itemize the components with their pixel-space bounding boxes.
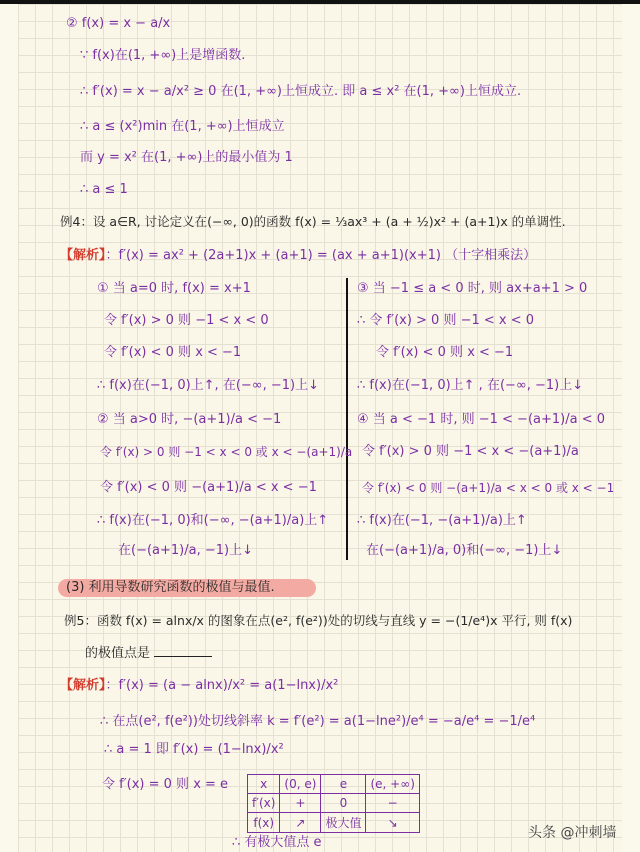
note-line: 而 y = x² 在(1, +∞)上的最小值为 1 — [80, 150, 293, 165]
table-cell: ↘ — [366, 813, 419, 833]
table-cell: 极大值 — [321, 813, 366, 833]
right-case-line: ③ 当 −1 ≤ a < 0 时, 则 ax+a+1 > 0 — [357, 281, 588, 296]
note-line: ∴ f′(x) = x − a/x² ≥ 0 在(1, +∞)上恒成立. 即 a ≤ x² 在(1, +∞)上恒成立. — [80, 84, 522, 99]
analysis-label: 【解析】 — [60, 678, 106, 693]
sign-table — [247, 774, 420, 833]
example5-question: 例5：函数 f(x) = alnx/x 的图象在点(e², f(e²))处的切线与直线 y = −(1/e⁴)x 平行, 则 f(x) — [64, 613, 573, 628]
table-cell: (0, e) — [280, 775, 321, 794]
analysis-text: ：f′(x) = ax² + (2a+1)x + (a+1) = (ax + a+1)(x+1) （十字相乘法） — [105, 248, 537, 263]
note-line: ∴ a ≤ 1 — [80, 182, 128, 197]
right-case-line: ∴ 令 f′(x) > 0 则 −1 < x < 0 — [357, 313, 535, 328]
left-case-line: ∴ f(x)在(−1, 0)上↑, 在(−∞, −1)上↓ — [97, 378, 320, 393]
note-line: ∴ 在点(e², f(e²))处切线斜率 k = f′(e²) = a(1−lne²)/e⁴ = −a/e⁴ = −1/e⁴ — [100, 714, 536, 729]
table-cell: 0 — [321, 794, 366, 813]
left-case-line: 在(−(a+1)/a, −1)上↓ — [118, 543, 253, 558]
right-case-line: 令 f′(x) < 0 则 x < −1 — [376, 345, 514, 360]
left-case-line: 令 f′(x) > 0 则 −1 < x < 0 — [104, 313, 269, 328]
right-case-line: ∴ f(x)在(−1, 0)上↑ , 在(−∞, −1)上↓ — [357, 378, 584, 393]
example4-analysis — [60, 247, 536, 265]
watermark: 头条 @冲刺墙 — [528, 825, 617, 841]
column-divider — [346, 278, 348, 560]
example4-question: 例4：设 a∈R, 讨论定义在(−∞, 0)的函数 f(x) = ⅓ax³ + (a + ½)x² + (a+1)x 的单调性. — [60, 214, 566, 229]
left-case-line: ① 当 a=0 时, f(x) = x+1 — [97, 281, 251, 296]
table-cell: f′(x) — [248, 794, 280, 813]
table-cell: − — [366, 794, 419, 813]
note-line: ② f(x) = x − a/x — [66, 16, 171, 31]
table-row — [248, 775, 420, 794]
table-row — [248, 794, 420, 813]
right-case-line: ④ 当 a < −1 时, 则 −1 < −(a+1)/a < 0 — [357, 412, 605, 427]
conclusion: ∴ 有极大值点 e — [232, 835, 322, 850]
right-case-line: 令 f′(x) > 0 则 −1 < x < −(a+1)/a — [362, 444, 579, 459]
left-case-line: ② 当 a>0 时, −(a+1)/a < −1 — [97, 412, 282, 427]
left-case-line: 令 f′(x) < 0 则 x < −1 — [104, 345, 242, 360]
right-case-line: ∴ f(x)在(−1, −(a+1)/a)上↑ — [357, 513, 527, 528]
table-cell: e — [321, 775, 366, 794]
table-cell: ↗ — [280, 813, 321, 833]
table-cell: + — [280, 794, 321, 813]
table-row — [248, 813, 420, 833]
left-case-line: 令 f′(x) < 0 则 −(a+1)/a < x < −1 — [100, 480, 317, 495]
answer-blank — [154, 644, 212, 657]
left-case-line: ∴ f(x)在(−1, 0)和(−∞, −(a+1)/a)上↑ — [97, 513, 329, 528]
note-line: ∴ a ≤ (x²)min 在(1, +∞)上恒成立 — [80, 119, 285, 134]
analysis-label: 【解析】 — [60, 248, 106, 263]
example5-analysis — [60, 677, 338, 695]
note-line: ∵ f(x)在(1, +∞)上是增函数. — [80, 48, 246, 63]
table-cell: (e, +∞) — [366, 775, 419, 794]
analysis-text: ：f′(x) = (a − alnx)/x² = a(1−lnx)/x² — [105, 678, 339, 693]
right-case-line: 令 f′(x) < 0 则 −(a+1)/a < x < 0 或 x < −1 — [362, 481, 615, 495]
table-cell: x — [248, 775, 280, 794]
note-line: ∴ a = 1 即 f′(x) = (1−lnx)/x² — [104, 742, 284, 757]
question-cont-text: 的极值点是 — [85, 646, 151, 661]
example5-question-cont — [85, 644, 212, 663]
table-cell: f(x) — [248, 813, 280, 833]
right-case-line: 在(−(a+1)/a, 0)和(−∞, −1)上↓ — [366, 543, 563, 558]
left-case-line: 令 f′(x) > 0 则 −1 < x < 0 或 x < −(a+1)/a — [100, 445, 353, 459]
section-heading: (3) 利用导数研究函数的极值与最值. — [66, 580, 275, 595]
note-line: 令 f′(x) = 0 则 x = e — [102, 777, 229, 792]
